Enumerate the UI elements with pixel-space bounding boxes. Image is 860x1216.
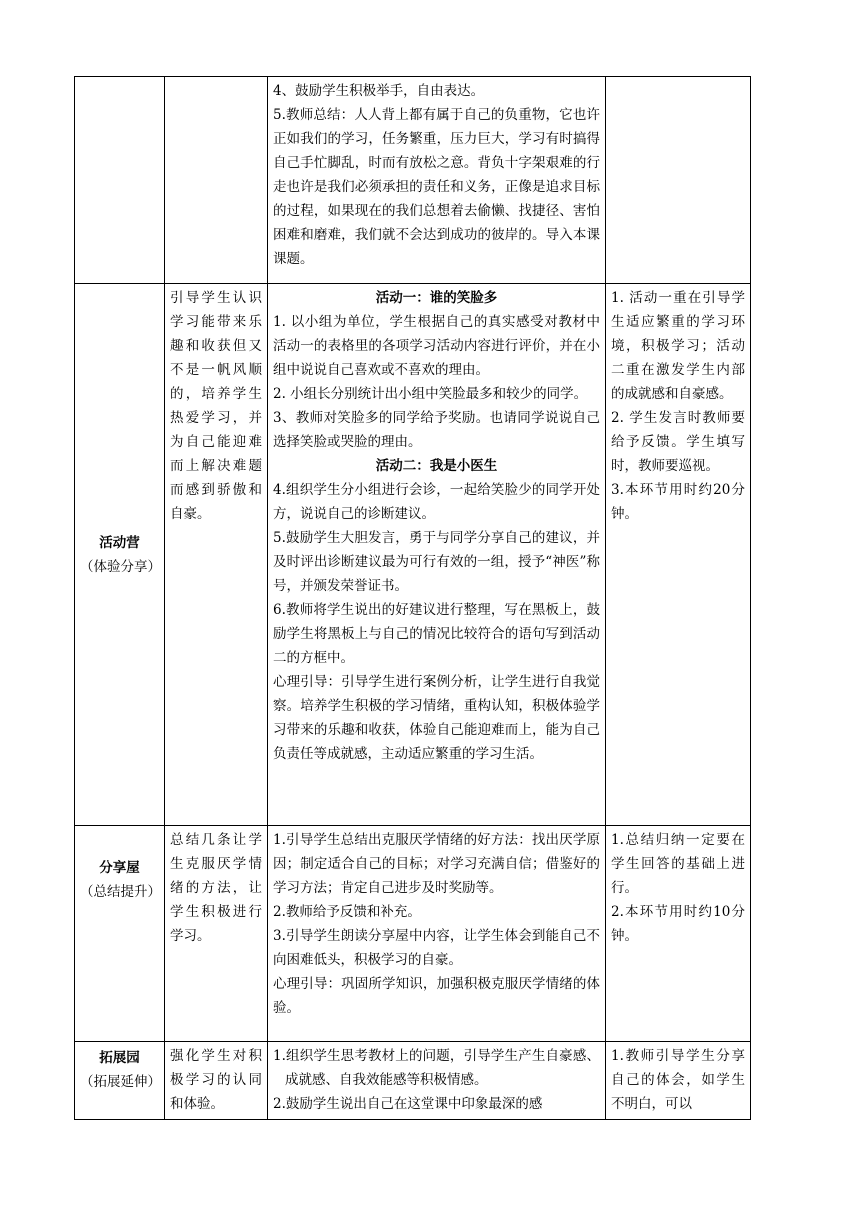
note-line: 2.本环节用时约10分钟。 [611,904,745,944]
phase-subtitle: （体验分享） [80,558,161,575]
content-line: 4.组织学生分小组进行会诊，一起给笑脸少的同学开处方，说说自己的诊断建议。 [273,482,600,522]
goal-cell [165,284,268,826]
phase-cell [75,826,165,1042]
content-line: 4、鼓励学生积极举手，自由表达。 [273,83,485,99]
phase-cell [75,1042,165,1120]
notes-cell [606,1042,751,1120]
content-cell [268,284,606,826]
phase-cell [75,284,165,826]
activity-one-title: 活动一：谁的笑脸多 [375,290,498,306]
phase-title: 拓展园 [99,1050,140,1066]
notes-cell [606,284,751,826]
table-row [75,1042,751,1120]
table-row [75,284,751,826]
content-line: 2. 小组长分别统计出小组中笑脸最多和较少的同学。 [273,386,588,402]
content-line: 3、教师对笑脸多的同学给予奖励。也请同学说说自己选择笑脸或哭脸的理由。 [273,410,600,450]
content-line: 6.教师将学生说出的好建议进行整理，写在黑板上，鼓励学生将黑板上与自己的情况比较符合的语句写到活动二的方框中。 [273,602,600,666]
content-line: 心理引导：引导学生进行案例分析，让学生进行自我觉察。培养学生积极的学习情绪，重构认知，积极体验学习带来的乐趣和收获，体验自己能迎难而上，能为自己负责任等成就感，主动适应繁重的学习生活。 [273,674,600,762]
table-row [75,826,751,1042]
content-line: 心理引导：巩固所学知识，加强积极克服厌学情绪的体验。 [273,976,600,1016]
goal-cell [165,826,268,1042]
notes-cell [606,826,751,1042]
content-cell [268,826,606,1042]
content-line: 5.教师总结：人人背上都有属于自己的负重物，它也许正如我们的学习，任务繁重，压力巨大，学习有时搞得自己手忙脚乱，时而有放松之意。背负十字架艰难的行走也许是我们必须承担的责任和义务，正像是追求目标的过程，如果现在的我们总想着去偷懒、找捷径、害怕困难和磨难，我们就不会达到成功的彼岸的。导入本课课题。 [273,107,600,267]
phase-title: 活动营 [99,534,140,551]
phase-cell [75,77,165,284]
content-line: 1.引导学生总结出克服厌学情绪的好方法：找出厌学原因；制定适合自己的目标；对学习充满自信；借鉴好的学习方法；肯定自己进步及时奖励等。 [273,832,600,896]
goal-text: 总结几条让学生克服厌学情绪的方法，让学生积极进行学习。 [170,832,262,944]
lesson-plan-page [74,76,750,1120]
goal-cell [165,1042,268,1120]
phase-subtitle: （总结提升） [80,884,161,900]
content-line: 1. 以小组为单位，学生根据自己的真实感受对教材中活动一的表格里的各项学习活动内容进行评价，并在小组中说说自己喜欢或不喜欢的理由。 [273,314,600,378]
lesson-plan-table [74,76,751,1120]
goal-cell [165,77,268,284]
content-line: 3.引导学生朗读分享屋中内容，让学生体会到能自己不向困难低头，积极学习的自豪。 [273,928,600,968]
note-line: 1.总结归纳一定要在学生回答的基础上进行。 [611,832,745,896]
note-line: 1.教师引导学生分享自己的体会，如学生不明白，可以 [611,1048,745,1112]
content-line: 2.鼓励学生说出自己在这堂课中印象最深的感 [273,1096,543,1112]
content-line: 2.教师给予反馈和补充。 [273,904,421,920]
notes-cell [606,77,751,284]
content-cell [268,77,606,284]
content-line: 5.鼓励学生大胆发言，勇于与同学分享自己的建议，并及时评出诊断建议最为可行有效的一组，授予“神医”称号，并颁发荣誉证书。 [273,530,600,594]
table-row [75,77,751,284]
note-line: 1. 活动一重在引导学生适应繁重的学习环境，积极学习；活动二重在激发学生内部的成就感和自豪感。 [611,290,745,402]
phase-title: 分享屋 [99,860,140,876]
phase-subtitle: （拓展延伸） [80,1074,161,1090]
content-line: 1.组织学生思考教材上的问题，引导学生产生自豪感、成就感、自我效能感等积极情感。 [273,1048,600,1088]
goal-text: 引导学生认识学习能带来乐趣和收获但又不是一帆风顺的，培养学生热爱学习，并为自己能迎难而上解决难题而感到骄傲和自豪。 [170,290,262,522]
activity-two-title: 活动二：我是小医生 [375,458,498,474]
note-line: 3.本环节用时约20分钟。 [611,482,745,522]
goal-text: 强化学生对积极学习的认同和体验。 [170,1048,262,1112]
content-cell [268,1042,606,1120]
note-line: 2. 学生发言时教师要给予反馈。学生填写时，教师要巡视。 [611,410,745,474]
